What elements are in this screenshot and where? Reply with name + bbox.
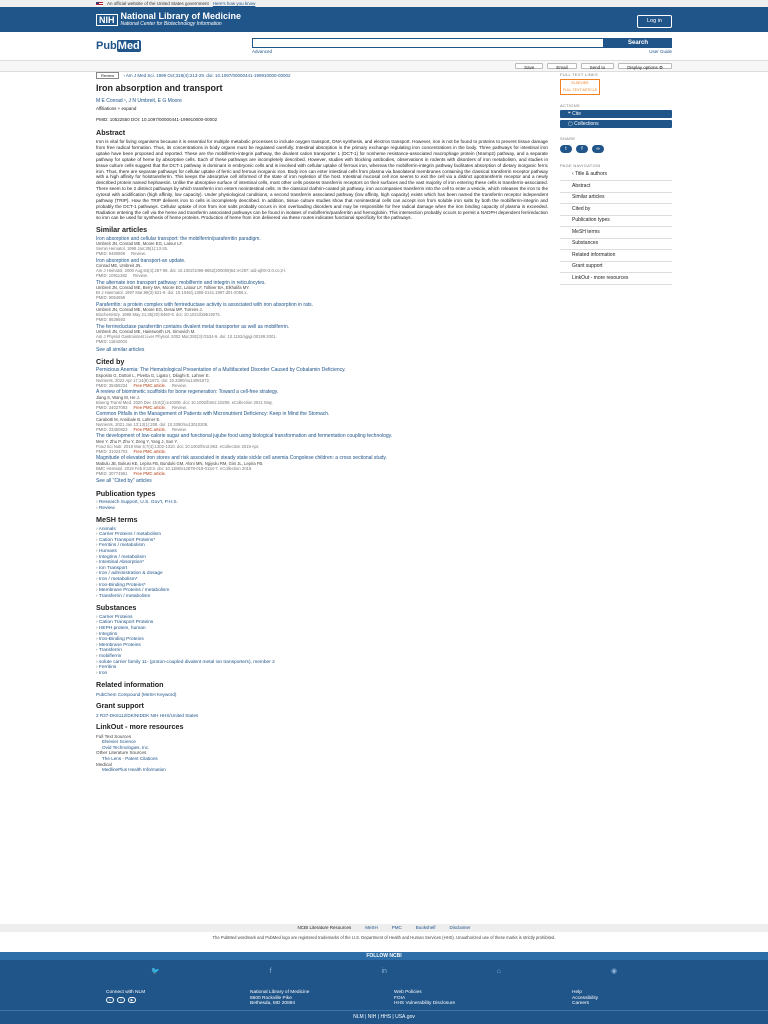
twitter-icon[interactable]: t <box>106 997 114 1003</box>
nlm-footer <box>0 984 768 1010</box>
cite-button[interactable]: ❝ Cite <box>560 110 672 118</box>
reference-title-link[interactable]: The development of low-calorie sugar and functional jujube food using biological transformation and fermentation coupling technology. <box>96 433 393 440</box>
accessibility-link[interactable]: Accessibility <box>572 995 599 1001</box>
pubmed-logo[interactable] <box>96 39 256 53</box>
mesh-term-link[interactable]: › Ferritins / metabolism <box>96 543 548 549</box>
page-nav-item[interactable]: Substances <box>560 239 672 251</box>
nlm-subtitle: National Center for Biotechnology Information <box>120 21 222 28</box>
reference-item <box>96 325 548 345</box>
reference-pmid: PMID: 9460806 Review. <box>96 250 146 256</box>
reference-item <box>96 456 548 476</box>
connect-icons <box>106 997 145 1003</box>
reference-pmid: PMID: 33450823 Free PMC article. Review. <box>96 426 187 432</box>
article-title: Iron absorption and transport <box>96 83 223 94</box>
affiliations-toggle[interactable]: Affiliations + expand <box>96 106 137 112</box>
review-label: Review. <box>172 426 187 432</box>
similar-articles-list <box>96 237 548 345</box>
substance-link[interactable]: › mobilferrin <box>96 654 548 660</box>
reference-authors: Umbreit JN, Conrad ME, Hainsworth LN, Simovich M. <box>96 329 196 335</box>
reference-journal: Food Sci Nutr. 2019 Mar 6;7(4):1302-1310. doi: 10.1002/fsn3.963. eCollection 2019 Apr. <box>96 443 260 449</box>
abstract-text: Iron is vital for living organisms because it is essential for multiple metabolic processes to include oxygen transport, DNA synthesis, and electron transport. However, iron is not be found to proteins to prevent tissue damage from free radical formation. Thus, its concentrations in body organs must be regulated carefully. Intestinal absorption is the primary exchange regulating iron concentrations in the body. Three pathways for intestinal iron uptake have been proposed and reported. These are the mobilferrin-integrin pathway, the divalent cation transporter 1 (DCT-1) for nonheme resistance-associated macrophage protein (Nramp2) pathway, and a separate pathway for uptake of heme by absorptive cells. Each of these pathways are incompletely described. However, studies with blocking antibodies, observations in rodents with disorders of iron metabolism, and studies in tissue culture cells suggest that the DCT-1 pathway is dominant in embryonic cells and is involved with cellular uptake of ferrous iron, whereas the mobilferrin-integrin pathway facilitates absorption of dietary inorganic ferric iron. Thus, there are separate pathways for cellular uptake of ferric and ferrous inorganic iron. Body iron can enter intestinal cells from plasma via basolateral membranes containing the classical transferrin receptor pathway with a high affinity for holotransferrin. This keeps the absorptive cell informed of the state of iron repletion of the host. Intestinal mucosal cell iron seems to exit the cell via a distinct apotransferrin receptor and a newly described protein named hephaestin. Unlike the absorptive surface of intestinal cells, most other cells possess transferrin receptors on their surfaces and the vast majority of iron entering these cells is transferrin-associated. There seem to be 2 distinct pathways by which transferrin iron enters nonintestinal cells. In the classical clathrin-coated pit pathway, iron accompanies transferrin into the cell to enter a vesicle, which releases the iron to the cytosol with acidification (high affinity, low capacity). Under physiological conditions, a second transferrin associated pathway (low affinity, high capacity) exists which has been named the transferrin receptor independent pathway (TRIP). How the TRIP delivers iron to cells is incompletely described. In addition, tissue culture studies show that nonintestinal cells can accept iron from soluble iron salts by both the mobilferrin-integrin and probably the DCT-1 pathways. Cellular uptake of iron from iron salts probably occurs in iron overloading disorders and may be responsible for free radical damage when the iron binding capacity of plasma is exceeded. Radiation entering the cell via the heme and transferrin associated pathways can be found in isolates of mobilferrin/paraferritin and hemoglobin. This intersection probably occurs to permit a NADPH dependent ferrireduction so iron can be used for synthesis of heme proteins. Production of heme from iron delivered via these routes indicates functional specificity for the pathways. <box>96 139 548 221</box>
advanced-search-link[interactable]: Advanced <box>252 49 273 54</box>
reference-pmid: PMID: 31024703 Free PMC article. <box>96 448 167 454</box>
mesh-term-link[interactable]: › Iron / metabolism* <box>96 577 548 583</box>
substance-link[interactable]: › Ferritins <box>96 665 548 671</box>
related-info-link[interactable]: PubChem Compound (MeSH Keyword) <box>96 691 177 697</box>
reference-pmid: PMID: 34027093 Free PMC article. Review. <box>96 404 187 410</box>
web-policies-link[interactable]: Web Policies <box>394 990 422 995</box>
review-label: Review. <box>133 272 148 278</box>
page-nav-item[interactable]: Similar articles <box>560 193 672 205</box>
reference-title-link[interactable]: Iron absorption and cellular transport: the mobilferrin/paraferritin paradigm. <box>96 235 261 242</box>
reference-journal: Biochemistry. 1996 May 21;35(20):6460-9. doi: 10.1021/bi951927s. <box>96 311 221 317</box>
mesh-term-link[interactable]: › Transferrin / metabolism <box>96 594 548 600</box>
policies-column <box>394 990 455 1007</box>
mesh-term-link[interactable]: › Membrane Proteins / metabolism <box>96 588 548 594</box>
careers-link[interactable]: Careers <box>572 1001 590 1006</box>
review-badge: Review <box>96 72 119 79</box>
elsevier-sub: FULL-TEXT ARTICLE <box>562 88 598 93</box>
connect-label: Connect with NLM <box>106 990 146 995</box>
reference-title-link[interactable]: Magnitude of elevated iron stores and risk associated in steady state sickle cell anemia Congolese children: a cross sectional study. <box>96 455 387 462</box>
gov-banner-text: An official website of the United States government <box>107 1 209 6</box>
review-label: Review. <box>172 382 187 388</box>
reference-item <box>96 281 548 301</box>
substances-list <box>96 615 548 677</box>
linkout-link[interactable]: MedlinePlus Health Information <box>102 767 166 773</box>
linkout-link[interactable]: The Lens - Patent Citations <box>102 755 158 761</box>
bookshelf-link[interactable]: Bookshelf <box>415 925 436 930</box>
page-nav-item[interactable]: LinkOut - more resources <box>560 273 672 285</box>
reference-pmid: PMID: 8639593 <box>96 316 126 322</box>
help-link[interactable]: Help <box>572 990 582 995</box>
page-nav-item[interactable]: Cited by <box>560 204 672 216</box>
substance-link[interactable]: › Integrins <box>96 632 548 638</box>
mesh-term-link[interactable]: › Humans <box>96 549 548 555</box>
facebook-icon[interactable]: f <box>576 145 588 153</box>
email-button[interactable]: Email <box>547 63 576 69</box>
free-pmc-badge[interactable]: Free PMC article. <box>133 426 167 432</box>
grant-link[interactable]: 2 R37-DK6112/DK/NIDDK NIH HHS/United States <box>96 712 199 718</box>
reference-journal: Semin Hematol. 1998 Jan;35(1):13-26. <box>96 245 169 251</box>
mesh-term-link[interactable]: › Iron / administration & dosage <box>96 571 548 577</box>
publication-type-link[interactable]: › Review <box>96 506 548 512</box>
reference-title-link[interactable]: The ferrireductase paraferritin contains divalent metal transporter as well as mobilferrin. <box>96 323 290 330</box>
mesh-term-link[interactable]: › Animals <box>96 527 548 533</box>
reference-title-link[interactable]: The alternate iron transport pathway: mobilferrin and integrin in reticulocytes. <box>96 279 266 286</box>
rss-icon[interactable]: ◉ <box>610 968 618 976</box>
free-pmc-badge[interactable]: Free PMC article. <box>133 470 167 476</box>
author-list[interactable]: M E Conrad ¹, J N Umbreit, E G Moore <box>96 97 182 104</box>
facebook-icon[interactable]: f <box>269 968 272 976</box>
pmc-link[interactable]: PMC <box>391 925 402 930</box>
reference-item <box>96 412 548 432</box>
linkout-category: Other Literature Sources <box>96 750 147 756</box>
reference-authors: Umbreit JN, Conrad ME, Berry MA, Moore EG, Latour LF, Tolliver BA, Elkhalifa MY. <box>96 285 250 291</box>
reference-authors: Esposito G, Dottori L, Pivetta G, Ligato I, Dilaghi E, Lahner E. <box>96 372 210 378</box>
citation-line <box>96 72 548 79</box>
nlm-title-text: National Library of Medicine <box>120 11 242 22</box>
help-column <box>572 990 598 1007</box>
mesh-term-link[interactable]: › Carrier Proteins / metabolism <box>96 532 548 538</box>
gov-banner <box>0 0 768 7</box>
linkout-category: Full Text Sources <box>96 733 132 739</box>
publication-types-heading: Publication types <box>96 488 156 498</box>
sidebar <box>560 72 672 285</box>
reference-pmid: PMID: 10911382 Review. <box>96 272 148 278</box>
reference-authors: Jiang S, Wang M, He J. <box>96 394 140 400</box>
reference-authors: Carabotti M, Annibale B, Lahner E. <box>96 416 161 422</box>
free-pmc-badge[interactable]: Free PMC article. <box>133 448 167 454</box>
cited-by-list <box>96 368 548 476</box>
review-label: Review. <box>131 250 146 256</box>
reference-authors: Umbreit JN, Conrad ME, Moore EG, Desai MP, Turrens J. <box>96 307 203 313</box>
publication-types-list <box>96 500 548 511</box>
login-button[interactable]: Log in <box>637 15 672 28</box>
reference-authors: Men Y, Zhu P, Zhu Y, Zeng Y, Yang J, Sun Y. <box>96 438 178 444</box>
publication-type-link[interactable]: › Research Support, U.S. Gov't, P.H.S. <box>96 500 548 506</box>
reference-item <box>96 303 548 323</box>
ncbi-resources-bar <box>0 924 768 932</box>
save-button[interactable]: Save <box>515 63 543 69</box>
reference-item <box>96 237 548 257</box>
ncbi-resources-label[interactable]: NCBI Literature Resources <box>297 925 352 930</box>
see-all-similar-link[interactable]: See all similar articles <box>96 346 145 353</box>
grant-support-heading: Grant support <box>96 701 144 711</box>
linkout-list <box>96 734 548 773</box>
page-navigation <box>560 170 672 285</box>
disclaimer-link[interactable]: Disclaimer <box>449 925 471 930</box>
trademark-disclaimer: The PubMed wordmark and PubMed logo are registered trademarks of the U.S. Department of Health and Human Services (HHS). Unauthorized use of these marks is strictly prohibited. <box>212 935 556 940</box>
us-flag-icon <box>96 2 103 6</box>
reference-title-link[interactable]: A review of biomimetic scaffolds for bone regeneration: Toward a cell-free strategy. <box>96 389 279 396</box>
reference-journal: Am J Physiol Gastrointest Liver Physiol. 2002 Mar;282(3):G534-9. doi: 10.1152/ajpgi.00199.2001. <box>96 333 277 339</box>
page-nav-item[interactable]: Publication types <box>560 216 672 228</box>
linkout-link[interactable]: Elsevier Science <box>102 739 136 745</box>
action-bar <box>0 60 768 72</box>
nlm-header <box>0 7 768 32</box>
reference-journal: Am J Hematol. 2000 Aug;64(4):287-98. doi: 10.1002/1096-8652(200008)64:4<287::aid-ajh9>3.0.co;2-l. <box>96 267 287 273</box>
reference-journal: Nutrients. 2022 Apr 17;14(8):1672. doi: 10.3390/nu14081672. <box>96 377 211 383</box>
page-nav-item[interactable]: MeSH terms <box>560 227 672 239</box>
permalink-icon[interactable]: ∞ <box>592 145 604 153</box>
reference-pmid: PMID: 30774961 Free PMC article. <box>96 470 167 476</box>
review-label: Review. <box>172 404 187 410</box>
linkedin-icon[interactable]: in <box>381 968 387 976</box>
page-nav-item[interactable]: ‹ Title & authors <box>560 170 672 182</box>
journal-citation[interactable]: › Am J Med Sci. 1999 Oct;318(4):213-29. doi: 10.1097/00000441-199910000-00002 <box>123 73 291 78</box>
search-input[interactable] <box>252 38 604 48</box>
nih-logo[interactable]: NIH <box>96 14 118 26</box>
mesh-term-link[interactable]: › Intestinal Absorption* <box>96 560 548 566</box>
substance-link[interactable]: › HEPH protein, human <box>96 626 548 632</box>
article-main <box>96 72 548 773</box>
address-line: Bethesda, MD 20894 <box>250 1001 296 1006</box>
page-navigation-label: PAGE NAVIGATION <box>560 162 601 168</box>
search-button[interactable]: Search <box>604 38 672 48</box>
substance-link[interactable]: › Membrane Proteins <box>96 643 548 649</box>
linkout-heading: LinkOut - more resources <box>96 722 184 732</box>
address-column <box>250 990 309 1007</box>
reference-authors: Mabulu JB, Bukusi KE, Lepira FB, Bunduki GM, Aloni MN, Ngiyulu RM, Gini JL, Lepira FB. <box>96 460 264 466</box>
share-buttons <box>560 145 672 153</box>
gov-links-bar[interactable]: NLM | NIH | HHS | USA.gov <box>0 1010 768 1024</box>
similar-articles-heading: Similar articles <box>96 225 148 235</box>
mesh-term-link[interactable]: › Cation Transport Proteins* <box>96 538 548 544</box>
page-nav-item[interactable]: Related information <box>560 250 672 262</box>
youtube-icon[interactable]: ▶ <box>128 997 136 1003</box>
reference-item <box>96 434 548 454</box>
related-info-heading: Related information <box>96 680 164 690</box>
mesh-term-link[interactable]: › Ion Transport <box>96 566 548 572</box>
elsevier-logo: ELSEVIER <box>571 81 589 86</box>
mesh-terms-list <box>96 527 548 600</box>
reference-journal: Nutrients. 2021 Jan 13;13(1):208. doi: 10.3390/nu13010208. <box>96 421 209 427</box>
social-links <box>0 960 768 984</box>
substance-link[interactable]: › Cation Transport Proteins <box>96 620 548 626</box>
reference-item <box>96 390 548 410</box>
nlm-title[interactable] <box>121 11 242 28</box>
reference-journal: BMC Hematol. 2019 Feb 8;19:3. doi: 10.1186/s12878-019-0134-7. eCollection 2019. <box>96 465 253 471</box>
search-bar <box>0 32 768 60</box>
reference-pmid: PMID: 35458234 Free PMC article. Review. <box>96 382 187 388</box>
mesh-term-link[interactable]: › Integrins / metabolism <box>96 555 548 561</box>
reference-pmid: PMID: 9054659 <box>96 294 126 300</box>
reference-item <box>96 259 548 279</box>
page-nav-item[interactable]: Abstract <box>560 181 672 193</box>
substance-link[interactable]: › Iron-Binding Proteins <box>96 637 548 643</box>
follow-ncbi-heading: FOLLOW NCBI <box>0 952 768 960</box>
vulnerability-link[interactable]: HHS Vulnerability Disclosure <box>394 1001 456 1006</box>
see-all-cited-link[interactable]: See all "Cited by" articles <box>96 478 152 485</box>
twitter-icon[interactable]: t <box>560 145 572 153</box>
substance-link[interactable]: › solute carrier family 11- (proton-coupled divalent metal ion transporters), member 2 <box>96 660 548 666</box>
mesh-link[interactable]: MeSH <box>365 925 378 930</box>
reference-title-link[interactable]: Iron absorption and transport-an update. <box>96 257 186 264</box>
reference-journal: Bioeng Transl Med. 2020 Dec 15;6(2):e10206. doi: 10.1002/btm2.10206. eCollection 2021 May. <box>96 399 273 405</box>
reference-title-link[interactable]: Pernicious Anemia: The Hematological Presentation of a Multifaceted Disorder Caused by Cobalamin Deficiency. <box>96 367 346 374</box>
elsevier-full-text-button[interactable] <box>560 79 600 95</box>
logo-pub: Pub <box>96 39 117 52</box>
free-pmc-badge[interactable]: Free PMC article. <box>133 382 167 388</box>
connect-column <box>106 990 145 1003</box>
github-icon[interactable]: ⌂ <box>496 968 502 976</box>
mesh-terms-heading: MeSH terms <box>96 515 138 525</box>
cited-by-heading: Cited by <box>96 357 125 367</box>
article-ids: PMID: 10522550 DOI: 10.1097/00000441-199910000-00002 <box>96 117 218 123</box>
reference-authors: Umbreit JN, Conrad ME, Moore EG, Latour LF. <box>96 241 183 247</box>
gov-banner-link[interactable]: Here's how you know <box>212 1 256 6</box>
substance-link[interactable]: › Carrier Proteins <box>96 615 548 621</box>
display-options-button[interactable]: Display options ⚙ <box>618 63 672 69</box>
substances-heading: Substances <box>96 603 137 613</box>
send-to-button[interactable]: Send to <box>581 63 615 69</box>
substance-link[interactable]: › Iron <box>96 671 548 677</box>
address-line[interactable]: National Library of Medicine <box>250 990 310 995</box>
logo-med: Med <box>117 39 140 52</box>
reference-title-link[interactable]: Common Pitfalls in the Management of Patients with Micronutrient Deficiency: Keep in Mind the Stomach. <box>96 411 330 418</box>
reference-authors: Conrad ME, Umbreit JN. <box>96 263 142 269</box>
address-line: 8600 Rockville Pike <box>250 995 292 1001</box>
reference-journal: Br J Haematol. 1997 Mar;96(3):521-9. doi: 10.1046/j.1365-2141.1997.d01-2059.x. <box>96 289 248 295</box>
actions-label: ACTIONS <box>560 103 580 109</box>
foia-link[interactable]: FOIA <box>394 995 406 1001</box>
free-pmc-badge[interactable]: Free PMC article. <box>133 404 167 410</box>
page-nav-item[interactable]: Grant support <box>560 262 672 274</box>
mesh-term-link[interactable]: › Iron-Binding Proteins* <box>96 583 548 589</box>
reference-pmid: PMID: 11842004 <box>96 338 128 344</box>
user-guide-link[interactable]: User Guide <box>649 49 672 54</box>
abstract-heading: Abstract <box>96 128 126 138</box>
collections-button[interactable]: ▢ Collections <box>560 120 672 128</box>
linkout-link[interactable]: Ovid Technologies, Inc. <box>102 744 150 750</box>
linkout-category: Medical <box>96 761 112 767</box>
reference-item <box>96 368 548 388</box>
full-text-links-label: FULL TEXT LINKS <box>560 72 598 77</box>
twitter-icon[interactable]: 🐦 <box>150 968 160 976</box>
reference-title-link[interactable]: Paraferritin: a protein complex with ferrireductase activity is associated with iron absorption in rats. <box>96 301 314 308</box>
substance-link[interactable]: › Transferrin <box>96 648 548 654</box>
facebook-icon[interactable]: f <box>117 997 125 1003</box>
share-label: SHARE <box>560 136 576 142</box>
